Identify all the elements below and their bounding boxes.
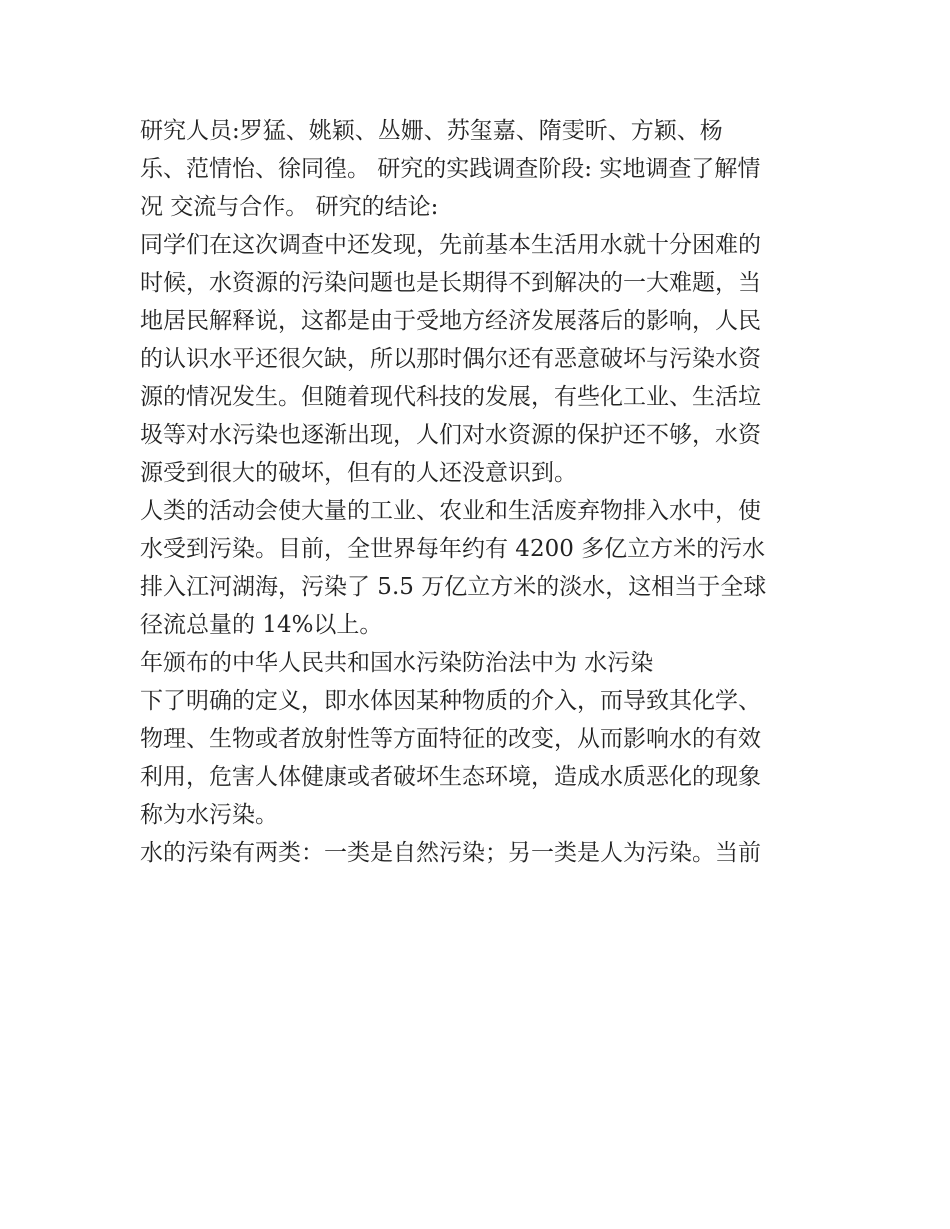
text-line: 水受到污染。目前，全世界每年约有 4200 多亿立方米的污水: [140, 536, 766, 562]
paragraph-definition: [140, 682, 820, 834]
text-line: 下了明确的定义，即水体因某种物质的介入，而导致其化学、: [140, 688, 761, 714]
text-line: 时候，水资源的污染问题也是长期得不到解决的一大难题，当: [140, 270, 761, 296]
text-line: 物理、生物或者放射性等方面特征的改变，从而影响水的有效: [140, 726, 761, 752]
paragraph-pollution-types: [140, 834, 820, 872]
text-line: 的认识水平还很欠缺，所以那时偶尔还有恶意破坏与污染水资: [140, 346, 761, 372]
text-line: 地居民解释说，这都是由于受地方经济发展落后的影响，人民: [140, 308, 761, 334]
text-line: 源的情况发生。但随着现代科技的发展，有些化工业、生活垃: [140, 384, 761, 410]
text-line: 排入江河湖海，污染了 5.5 万亿立方米的淡水，这相当于全球: [140, 574, 767, 600]
text-line: 乐、范情怡、徐同徨。 研究的实践调查阶段: 实地调查了解情: [140, 156, 761, 182]
text-line: 称为水污染。: [140, 802, 278, 828]
text-line: 同学们在这次调查中还发现，先前基本生活用水就十分困难的: [140, 232, 761, 258]
paragraph-law-heading: [140, 644, 820, 682]
text-line: 年颁布的中华人民共和国水污染防治法中为 水污染: [140, 650, 654, 676]
document-body: [140, 112, 820, 872]
text-line: 况 交流与合作。 研究的结论:: [140, 194, 439, 220]
text-line: 水的污染有两类：一类是自然污染；另一类是人为污染。当前: [140, 840, 761, 866]
paragraph-human-activity: [140, 492, 820, 644]
text-line: 研究人员:罗猛、姚颖、丛姗、苏玺嘉、隋雯昕、方颖、杨: [140, 118, 723, 144]
text-line: 源受到很大的破坏，但有的人还没意识到。: [140, 460, 577, 486]
text-line: 径流总量的 14%以上。: [140, 612, 383, 638]
paragraph-findings: [140, 226, 820, 492]
text-line: 圾等对水污染也逐渐出现，人们对水资源的保护还不够，水资: [140, 422, 761, 448]
paragraph-researchers: [140, 112, 820, 226]
text-line: 人类的活动会使大量的工业、农业和生活废弃物排入水中，使: [140, 498, 761, 524]
text-line: 利用，危害人体健康或者破坏生态环境，造成水质恶化的现象: [140, 764, 761, 790]
